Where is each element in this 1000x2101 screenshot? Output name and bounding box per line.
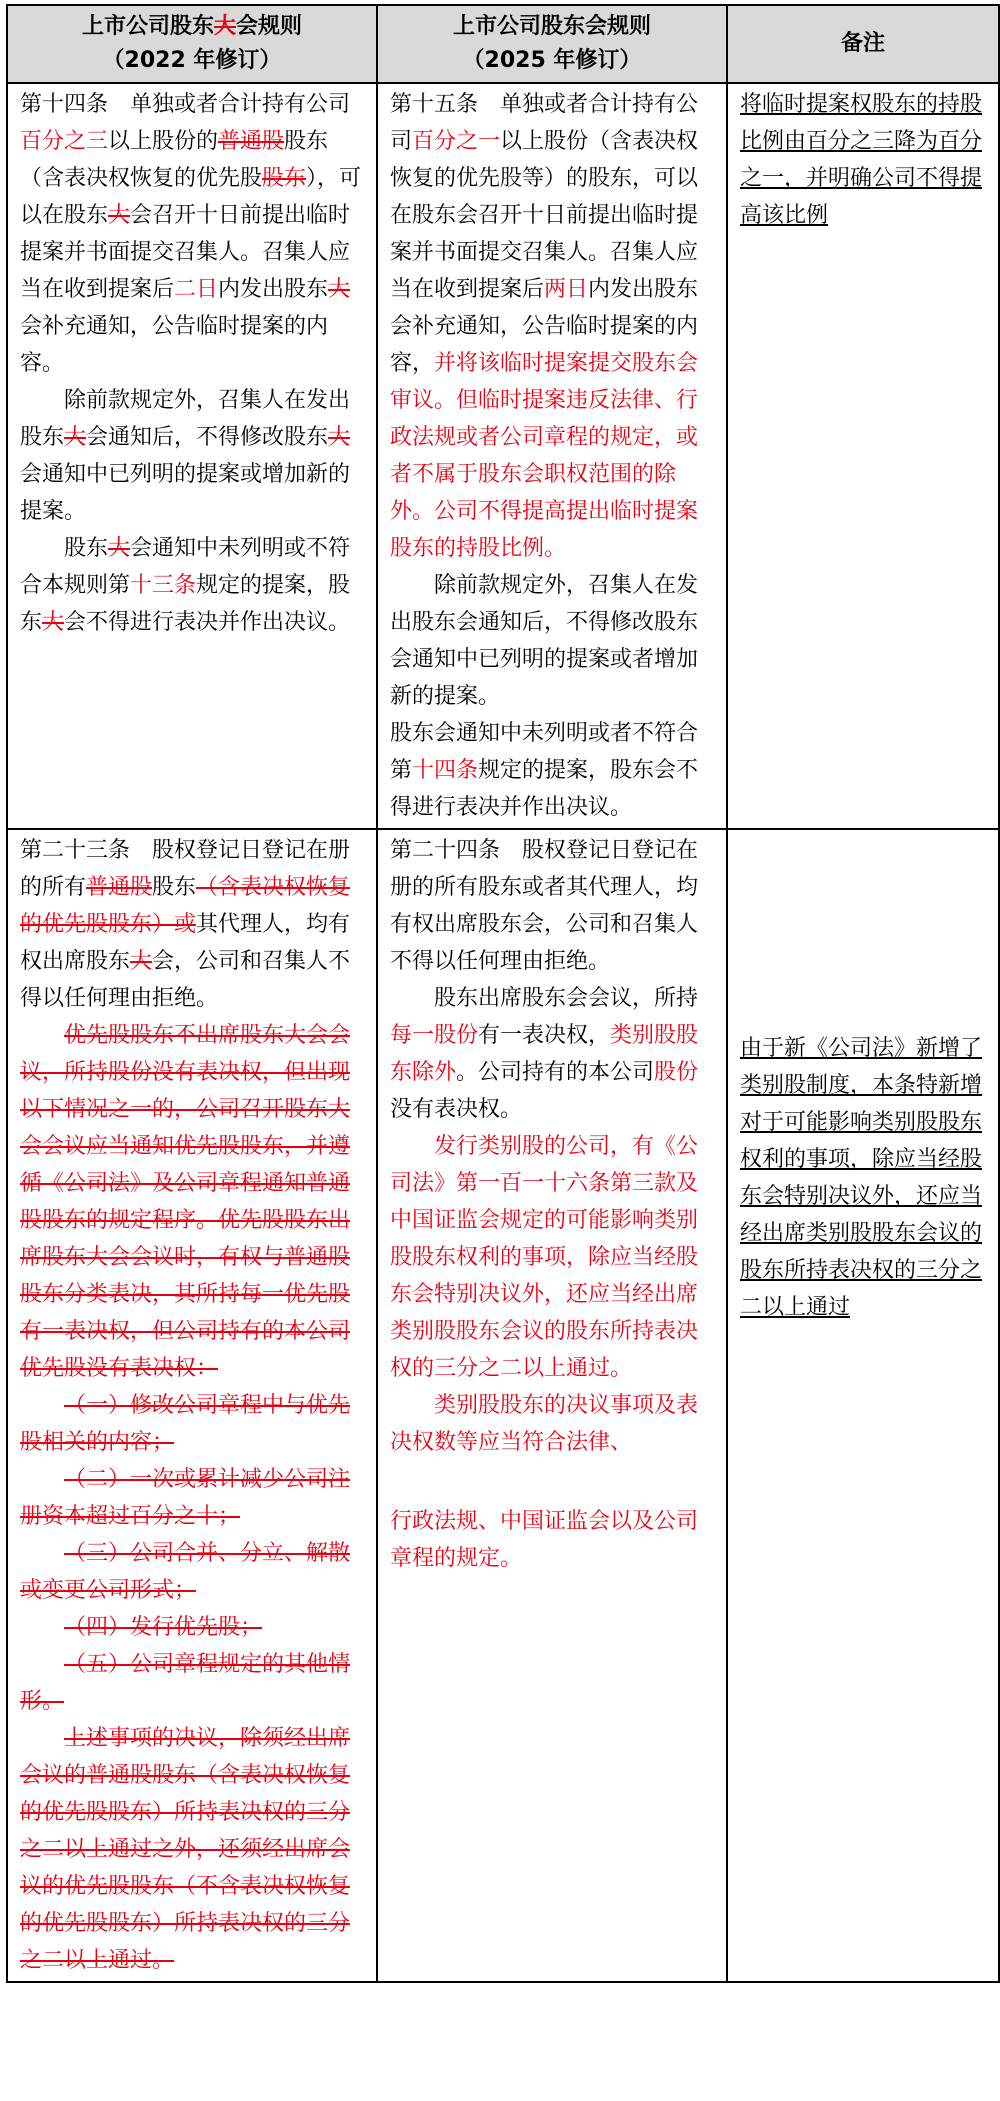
new-article-paragraph [390,1503,716,1577]
changed-text: 发行类别股的公司，有《公司法》第一百一十六条第三款及中国证监会规定的可能影响类别股股东权利的事项，除应当经股东会特别决议外，还应当经出席类别股股东会议的股东所持表决权的三分之二以上通过。 [390,1134,699,1381]
text-run: 会不得进行表决并作出决议。 [64,610,351,635]
comparison-table [6,4,1000,1983]
old-rule-cell [7,83,377,829]
header-new-version: （2025 年修订） [462,48,642,73]
changed-text: 类别股股东的决议事项及表决权数等应当符合法律、 [390,1393,699,1455]
header-new-title: 上市公司股东会规则 [452,14,651,39]
changed-text: 两日 [544,277,589,302]
changed-text: 并将该临时提案提交股东会审议。但临时提案违反法律、行政法规或者公司章程的规定，或者不属于股东会职权范围的除外。公司不得提高提出临时提案股东的持股比例。 [390,351,699,561]
text-run: 股东会通知中未列明或者不符合第 [390,721,699,783]
text-run: 内发出股东会补充通知，公告临时提案的内容， [390,277,699,376]
old-deleted-item: （二）一次或累计减少公司注册资本超过百分之十； [20,1467,351,1529]
remark-cell [727,829,999,1982]
deleted-text: 大 [108,203,131,228]
deleted-text: 大 [42,610,65,635]
remark-text: 将临时提案权股东的持股比例由百分之三降为百分之一，并明确公司不得提高该比例 [740,92,983,228]
changed-text: 百分之三 [20,129,109,154]
text-run: 会通知后，不得修改股东 [86,425,329,450]
deleted-text: 上述事项的决议，除须经出席会议的普通股股东（含表决权恢复的优先股股东）所持表决权的三分之二以上通过之外，还须经出席会议的优先股股东（不含表决权恢复的优先股股东）所持表决权的三分之二以上通过。 [20,1726,351,1973]
text-run: 股东出席股东会会议，所持 [434,986,699,1011]
old-article-paragraph [20,1017,366,1387]
changed-text: 十三条 [130,573,197,598]
old-article-paragraph [20,832,366,1017]
header-old-version: （2022 年修订） [102,48,282,73]
new-article-paragraph [390,980,716,1128]
changed-text: 行政法规、中国证监会以及公司章程的规定。 [390,1509,699,1571]
new-article-paragraph [390,567,716,715]
deleted-text: 大 [108,536,131,561]
header-remarks [727,5,999,83]
text-run: 有一表决权， [478,1023,611,1048]
header-old-rules [7,5,377,83]
text-run: 除前款规定外，召集人在发出股东会通知后，不得修改股东会通知中已列明的提案或者增加新的提案。 [390,573,699,709]
text-run: 会补充通知，公告临时提案的内容。 [20,314,329,376]
text-run: 第十四条 单独或者合计持有公司 [20,92,351,117]
page-break-gap [390,1461,716,1503]
new-article-paragraph [390,715,716,826]
text-run: 没有表决权。 [390,1097,523,1122]
header-old-title-part: 上市公司股东 [81,14,214,39]
deleted-text: （含表决权恢复的优先股股东）或 [20,875,351,937]
changed-text: 类别股股东除外 [390,1023,699,1085]
new-article-paragraph [390,1128,716,1387]
old-article-paragraph [20,382,366,530]
table-row [7,829,999,1982]
deleted-text: 大 [328,425,351,450]
old-article-paragraph [20,1720,366,1979]
changed-text: 百分之一 [412,129,501,154]
new-rule-cell [377,829,727,1982]
header-old-title-deleted: 大 [213,14,236,39]
text-run: 规定的提案，股东会不得进行表决并作出决议。 [390,758,699,820]
header-remarks-label: 备注 [840,31,885,56]
old-article-paragraph [20,86,366,382]
remark-text: 由于新《公司法》新增了类别股制度，本条特新增对于可能影响类别股股东权利的事项，除应当经股东会特别决议外，还应当经出席类别股股东会议的股东所持表决权的三分之二以上通过 [740,1036,983,1320]
new-rule-cell [377,83,727,829]
text-run: 股东（含表决权恢复的优先股 [20,129,329,191]
changed-text: 二日 [174,277,219,302]
old-rule-cell [7,829,377,1982]
text-run: ），可以在股东 [20,166,362,228]
text-run: 规定的提案，股东 [20,573,351,635]
changed-text: 每一股份 [390,1023,479,1048]
new-article-paragraph [390,832,716,980]
old-deleted-item: （三）公司合并、分立、解散或变更公司形式； [20,1541,351,1603]
changed-text: 股份 [654,1060,699,1085]
new-article-paragraph [390,86,716,567]
table-row [7,83,999,829]
text-run: 第二十三条 股权登记日登记在册的所有 [20,838,351,900]
text-run: 股东 [152,875,197,900]
text-run: 以上股份的 [108,129,219,154]
remark-spacer [740,832,988,1030]
new-article-paragraph [390,1387,716,1461]
text-run: 以上股份（含表决权恢复的优先股等）的股东，可以在股东会召开十日前提出临时提案并书面提交召集人。召集人应当在收到提案后 [390,129,699,302]
deleted-text: 大 [328,277,351,302]
text-run: 股东 [64,536,109,561]
header-row [7,5,999,83]
header-old-title-part: 会规则 [236,14,303,39]
text-run: 内发出股东 [218,277,329,302]
changed-text: 十四条 [412,758,479,783]
text-run: 会，公司和召集人不得以任何理由拒绝。 [20,949,351,1011]
text-run: 第二十四条 股权登记日登记在册的所有股东或者其代理人，均有权出席股东会，公司和召集人不得以任何理由拒绝。 [390,838,699,974]
old-deleted-item: （五）公司章程规定的其他情形。 [20,1652,351,1714]
text-run: 。公司持有的本公司 [456,1060,655,1085]
text-run: 会通知中已列明的提案或增加新的提案。 [20,462,351,524]
deleted-text: 大 [130,949,153,974]
text-run: 除前款规定外，召集人在发出股东 [20,388,351,450]
text-run: 会召开十日前提出临时提案并书面提交召集人。召集人应当在收到提案后 [20,203,351,302]
deleted-text: 普通股 [218,129,285,154]
deleted-text: 股东 [262,166,307,191]
old-article-paragraph [20,530,366,641]
header-new-rules [377,5,727,83]
deleted-text: 优先股股东不出席股东大会会议，所持股份没有表决权，但出现以下情况之一的，公司召开股东大会会议应当通知优先股股东，并遵循《公司法》及公司章程通知普通股股东的规定程序。优先股股东出席股东大会会议时，有权与普通股股东分类表决，其所持每一优先股有一表决权，但公司持有的本公司优先股没有表决权： [20,1023,351,1381]
old-deleted-item: （四）发行优先股； [64,1615,263,1640]
text-run: 第十五条 单独或者合计持有公司 [390,92,699,154]
deleted-text: 普通股 [86,875,153,900]
remark-cell [727,83,999,829]
old-deleted-item: （一）修改公司章程中与优先股相关的内容； [20,1393,351,1455]
text-run: 会通知中未列明或不符合本规则第 [20,536,351,598]
text-run: 其代理人，均有权出席股东 [20,912,351,974]
deleted-text: 大 [64,425,87,450]
